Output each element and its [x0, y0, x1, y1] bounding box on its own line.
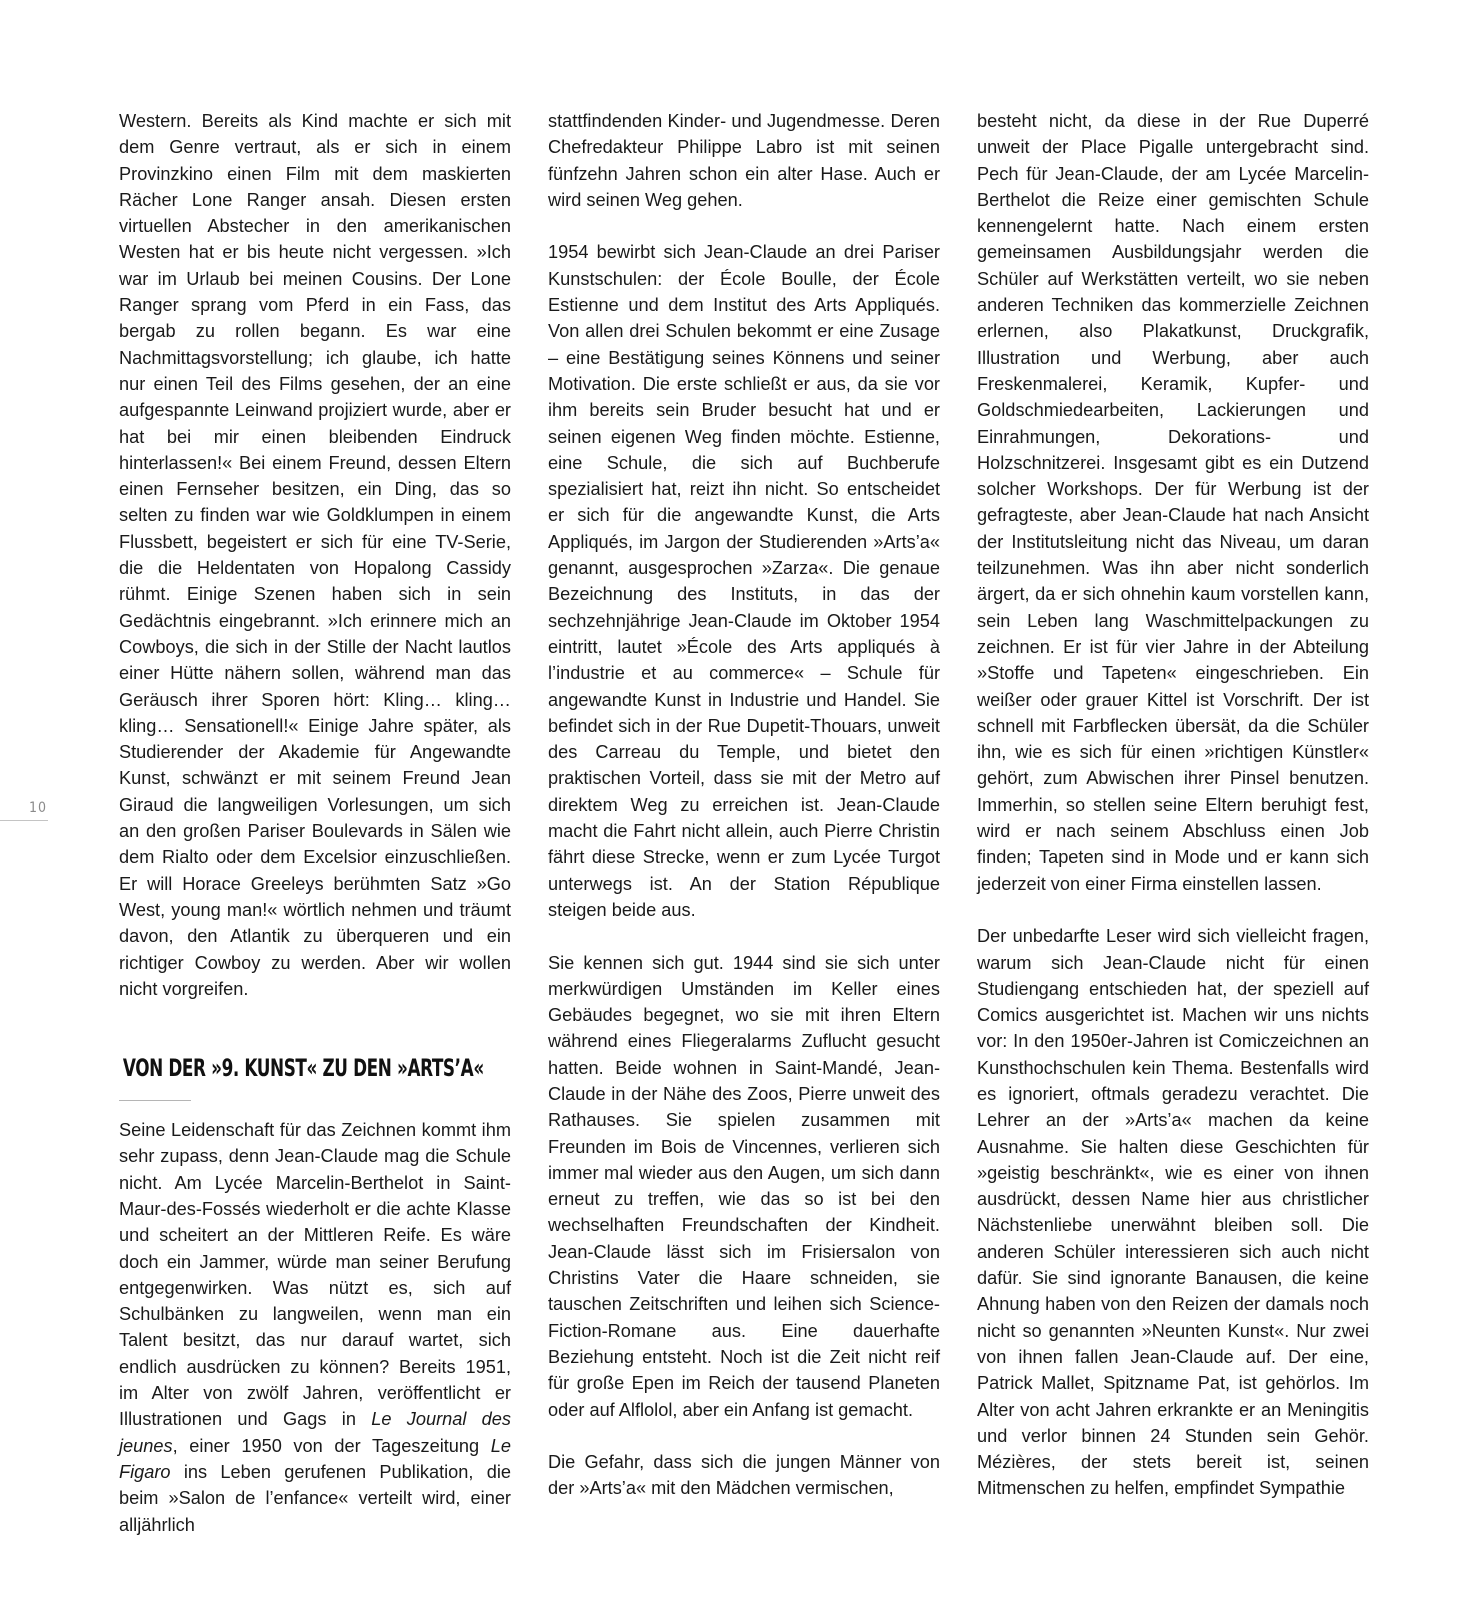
text-column-right	[977, 108, 1369, 1502]
body-paragraph: Der unbedarfte Leser wird sich vielleicht fragen, warum sich Jean-Claude nicht für einen Studiengang entschieden hat, der speziell auf Comics ausgerichtet ist. Machen wir uns nichts vor: In den 1950er-Jahren ist Comiczeichnen an Kunsthochschulen kein Thema. Bestenfalls wird es ignoriert, oftmals geradezu verachtet. Die Lehrer an der »Arts’a« machen da keine Ausnahme. Sie halten diese Geschichten für »geistig beschränkt«, wie es einer von ihnen ausdrückt, dessen Name hier aus christlicher Nächstenliebe unerwähnt bleiben soll. Die anderen Schüler interessieren sich auch nicht dafür. Sie sind ignorante Banausen, die keine Ahnung haben von den Reizen der damals noch nicht so genannten »Neunten Kunst«. Nur zwei von ihnen fallen Jean-Claude auf. Der eine, Patrick Mallet, Spitzname Pat, ist gehörlos. Im Alter von acht Jahren erkrankte er an Meningitis und verlor binnen 24 Stunden sein Gehör. Mézières, der stets bereit ist, seinen Mitmenschen zu helfen, empfindet Sympathie	[977, 926, 1369, 1499]
page-number: 10	[28, 800, 48, 816]
publication-title: Le Figaro	[119, 1435, 511, 1482]
page-number-rule	[0, 820, 48, 821]
publication-title: Le Journal des jeunes	[119, 1409, 512, 1456]
body-paragraph: stattfindenden Kinder- und Jugendmesse. Deren Chefredakteur Philippe Labro ist mit seinen fünfzehn Jahren schon ein alter Hase. Auch er wird seinen Weg gehen.	[548, 111, 940, 210]
text-run: ins Leben gerufenen Publikation, die beim »Salon de l’enfance« verteilt wird, einer alljährlich	[119, 1461, 511, 1535]
body-paragraph	[119, 1117, 511, 1538]
text-column-left	[119, 108, 511, 1538]
text-run: Seine Leidenschaft für das Zeichnen kommt ihm sehr zupass, denn Jean-Claude mag die Schule nicht. Am Lycée Marcelin-Berthelot in Saint-Maur-des-Fossés wiederholt er die achte Klasse und scheitert an der Mittleren Reife. Es wäre doch ein Jammer, würde man seiner Berufung entgegenwirken. Was nützt es, sich auf Schulbänken zu langweilen, wenn man ein Talent besitzt, das nur darauf wartet, sich endlich ausdrücken zu können? Bereits 1951, im Alter von zwölf Jahren, veröffentlicht er Illustrationen und Gags in	[119, 1120, 511, 1430]
text-run: , einer 1950 von der Tageszeitung	[172, 1435, 491, 1456]
section-heading: VON DER »9. KUNST« ZU DEN »ARTS’A«	[122, 1054, 484, 1083]
body-paragraph: 1954 bewirbt sich Jean-Claude an drei Pariser Kunstschulen: der École Boulle, der École Estienne und dem Institut des Arts Appliqués. Von allen drei Schulen bekommt er eine Zusage – eine Bestätigung seines Könnens und seiner Motivation. Die erste schließt er aus, da sie vor ihm bereits sein Bruder besucht hat und er seinen eigenen Weg finden möchte. Estienne, eine Schule, die sich auf Buchberufe spezialisiert hat, reizt ihn nicht. So entscheidet er sich für die angewandte Kunst, die Arts Appliqués, im Jargon der Studierenden »Arts’a« genannt, ausgesprochen »Zarza«. Die genaue Bezeichnung des Instituts, in das der sechzehnjährige Jean-Claude im Oktober 1954 eintritt, lautet »École des Arts appliqués à l’industrie et au commerce« – Schule für angewandte Kunst in Industrie und Handel. Sie befindet sich in der Rue Dupetit-Thouars, unweit des Carreau du Temple, und bietet den praktischen Vorteil, dass sie mit der Metro auf direktem Weg zu erreichen ist. Jean-Claude macht die Fahrt nicht allein, auch Pierre Christin fährt diese Strecke, wenn er zum Lycée Turgot unterwegs ist. An der Station République steigen beide aus.	[548, 242, 940, 920]
body-paragraph: Die Gefahr, dass sich die jungen Männer von der »Arts’a« mit den Mädchen vermischen,	[548, 1452, 940, 1499]
body-paragraph: Western. Bereits als Kind machte er sich mit dem Genre vertraut, als er sich in einem Provinzkino einen Film mit dem maskierten Rächer Lone Ranger ansah. Diesen ersten virtuellen Abstecher in den amerikanischen Westen hat er bis heute nicht vergessen. »Ich war im Urlaub bei meinen Cousins. Der Lone Ranger sprang vom Pferd in ein Fass, das bergab zu rollen begann. Es war eine Nachmittagsvorstellung; ich glaube, ich hatte nur einen Teil des Films gesehen, der an eine aufgespannte Leinwand projiziert wurde, aber er hat bei mir einen bleibenden Eindruck hinterlassen!« Bei einem Freund, dessen Eltern einen Fernseher besitzen, ein Ding, das so selten zu finden war wie Goldklumpen in einem Flussbett, begeistert er sich für eine TV-Serie, die die Heldentaten von Hopalong Cassidy rühmt. Einige Szenen haben sich in sein Gedächtnis eingebrannt. »Ich erinnere mich an Cowboys, die sich in der Stille der Nacht lautlos einer Hütte nähern sollen, während man das Geräusch ihrer Sporen hört: Kling… kling… kling… Sensationell!« Einige Jahre später, als Studierender der Akademie für Angewandte Kunst, schwänzt er mit seinem Freund Jean Giraud die langweiligen Vorlesungen, um sich an den großen Pariser Boulevards in Sälen wie dem Rialto oder dem Excelsior einzuschließen. Er will Horace Greeleys berühmten Satz »Go West, young man!« wörtlich nehmen und träumt davon, den Atlantik zu überqueren und ein richtiger Cowboy zu werden. Aber wir wollen nicht vorgreifen.	[119, 111, 511, 999]
heading-rule	[119, 1100, 191, 1101]
body-paragraph: besteht nicht, da diese in der Rue Duperré unweit der Place Pigalle untergebracht sind. Pech für Jean-Claude, der am Lycée Marcelin-Berthelot die Reize einer gemischten Schule kennengelernt hatte. Nach einem ersten gemeinsamen Ausbildungsjahr werden die Schüler auf Werkstätten verteilt, wo sie neben anderen Techniken das kommerzielle Zeichnen erlernen, also Plakatkunst, Druckgrafik, Illustration und Werbung, aber auch Freskenmalerei, Keramik, Kupfer- und Goldschmiedearbeiten, Lackierungen und Einrahmungen, Dekorations- und Holzschnitzerei. Insgesamt gibt es ein Dutzend solcher Workshops. Der für Werbung ist der gefragteste, aber Jean-Claude hat nach Ansicht der Institutsleitung nicht das Niveau, um daran teilzunehmen. Was ihn aber nicht sonderlich ärgert, da er sich ohnehin kaum vorstellen kann, sein Leben lang Waschmittelpackungen zu zeichnen. Er ist für vier Jahre in der Abteilung »Stoffe und Tapeten« eingeschrieben. Ein weißer oder grauer Kittel ist Vorschrift. Der ist schnell mit Farbflecken übersät, da die Schüler ihn, wie es sich für einen »richtigen Künstler« gehört, zum Abwischen ihrer Pinsel benutzen. Immerhin, so stellen seine Eltern beruhigt fest, wird er nach seinem Abschluss einen Job finden; Tapeten sind in Mode und er kann sich jederzeit von einer Firma einstellen lassen.	[977, 111, 1369, 894]
text-column-middle	[548, 108, 940, 1502]
body-paragraph: Sie kennen sich gut. 1944 sind sie sich unter merkwürdigen Umständen im Keller eines Gebäudes begegnet, wo sie mit ihren Eltern während eines Fliegeralarms Zuflucht gesucht hatten. Beide wohnen in Saint-Mandé, Jean-Claude in der Nähe des Zoos, Pierre unweit des Rathauses. Sie spielen zusammen mit Freunden im Bois de Vincennes, verlieren sich immer mal wieder aus den Augen, um sich dann erneut zu treffen, wie das so ist bei den wechselhaften Freundschaften der Kindheit. Jean-Claude lässt sich im Frisiersalon von Christins Vater die Haare schneiden, sie tauschen Zeitschriften und leihen sich Science-Fiction-Romane aus. Eine dauerhafte Beziehung entsteht. Noch ist die Zeit nicht reif für große Epen im Reich der tausend Planeten oder auf Alflolol, aber ein Anfang ist gemacht.	[548, 952, 940, 1420]
